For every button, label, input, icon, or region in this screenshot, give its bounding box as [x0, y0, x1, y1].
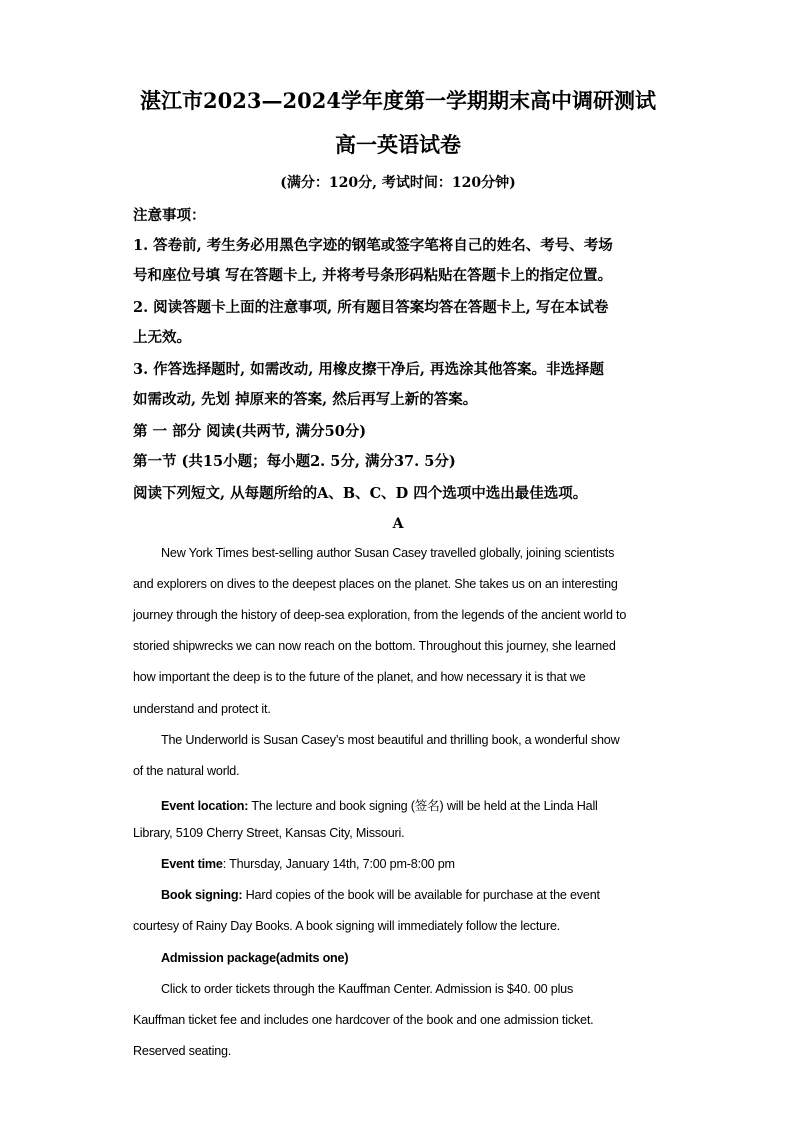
- book-signing-line2: courtesy of Rainy Day Books. A book signing will immediately follow the lecture.: [133, 919, 561, 933]
- passage-line: journey through the history of deep-sea exploration, from the legends of the ancient world to: [133, 608, 627, 622]
- passage-line: how important the deep is to the future of the planet, and how necessary it is that we: [133, 670, 586, 684]
- admission-line: Click to order tickets through the Kauffman Center. Admission is $40. 00 plus: [161, 982, 574, 996]
- admission-line: Reserved seating.: [133, 1044, 232, 1058]
- event-time-label: Event time: [161, 857, 223, 871]
- notice-heading: 注意事项：: [133, 207, 206, 224]
- exam-subject-title: 高一英语试卷: [335, 132, 461, 157]
- passage-line: The Underworld is Susan Casey’s most beautiful and thrilling book, a wonderful show: [161, 733, 620, 747]
- exam-title: 湛江市2023—2024学年度第一学期期末高中调研测试: [140, 88, 656, 113]
- event-location: [133, 795, 701, 814]
- admission-label: Admission package(admits one): [161, 951, 349, 965]
- passage-line: of the natural world.: [133, 764, 240, 778]
- passage-line: storied shipwrecks we can now reach on the bottom. Throughout this journey, she learned: [133, 639, 616, 653]
- passage-line: New York Times best-selling author Susan Casey travelled globally, joining scientists: [161, 546, 615, 560]
- book-signing: [133, 888, 701, 902]
- passage-label: A: [392, 516, 404, 532]
- book-signing-text: Hard copies of the book will be available for purchase at the event: [242, 888, 600, 902]
- exam-score-time: (满分：120分, 考试时间：120分钟): [280, 175, 516, 191]
- section-title: 第一节 (共15小题；每小题2. 5分, 满分37. 5分): [133, 453, 456, 470]
- event-location-line2: Library, 5109 Cherry Street, Kansas City, Missouri.: [133, 826, 405, 840]
- notice-line: 号和座位号填 写在答题卡上, 并将考号条形码粘贴在答题卡上的指定位置。: [133, 267, 613, 284]
- notice-line: 上无效。: [133, 329, 191, 346]
- notice-line: 1. 答卷前, 考生务必用黑色字迹的钢笔或签字笔将自己的姓名、考号、考场: [133, 237, 613, 254]
- notice-line: 2. 阅读答题卡上面的注意事项, 所有题目答案均答在答题卡上, 写在本试卷: [133, 299, 609, 316]
- passage-line: understand and protect it.: [133, 702, 271, 716]
- part-title: 第 一 部分 阅读(共两节, 满分50分): [133, 423, 367, 440]
- admission-line: Kauffman ticket fee and includes one hardcover of the book and one admission ticket.: [133, 1013, 594, 1027]
- book-signing-label: Book signing:: [161, 888, 243, 902]
- event-location-text: The lecture and book signing (签名) will be held at the Linda Hall: [248, 799, 598, 813]
- event-time: [133, 857, 701, 871]
- notice-line: 3. 作答选择题时, 如需改动, 用橡皮擦干净后, 再选涂其他答案。非选择题: [133, 361, 604, 378]
- section-instruction: 阅读下列短文, 从每题所给的A、B、C、D 四个选项中选出最佳选项。: [133, 485, 588, 502]
- event-location-label: Event location:: [161, 799, 249, 813]
- event-time-text: : Thursday, January 14th, 7:00 pm-8:00 pm: [222, 857, 455, 871]
- notice-line: 如需改动, 先划 掉原来的答案, 然后再写上新的答案。: [133, 391, 478, 408]
- passage-line: and explorers on dives to the deepest places on the planet. She takes us on an interesting: [133, 577, 618, 591]
